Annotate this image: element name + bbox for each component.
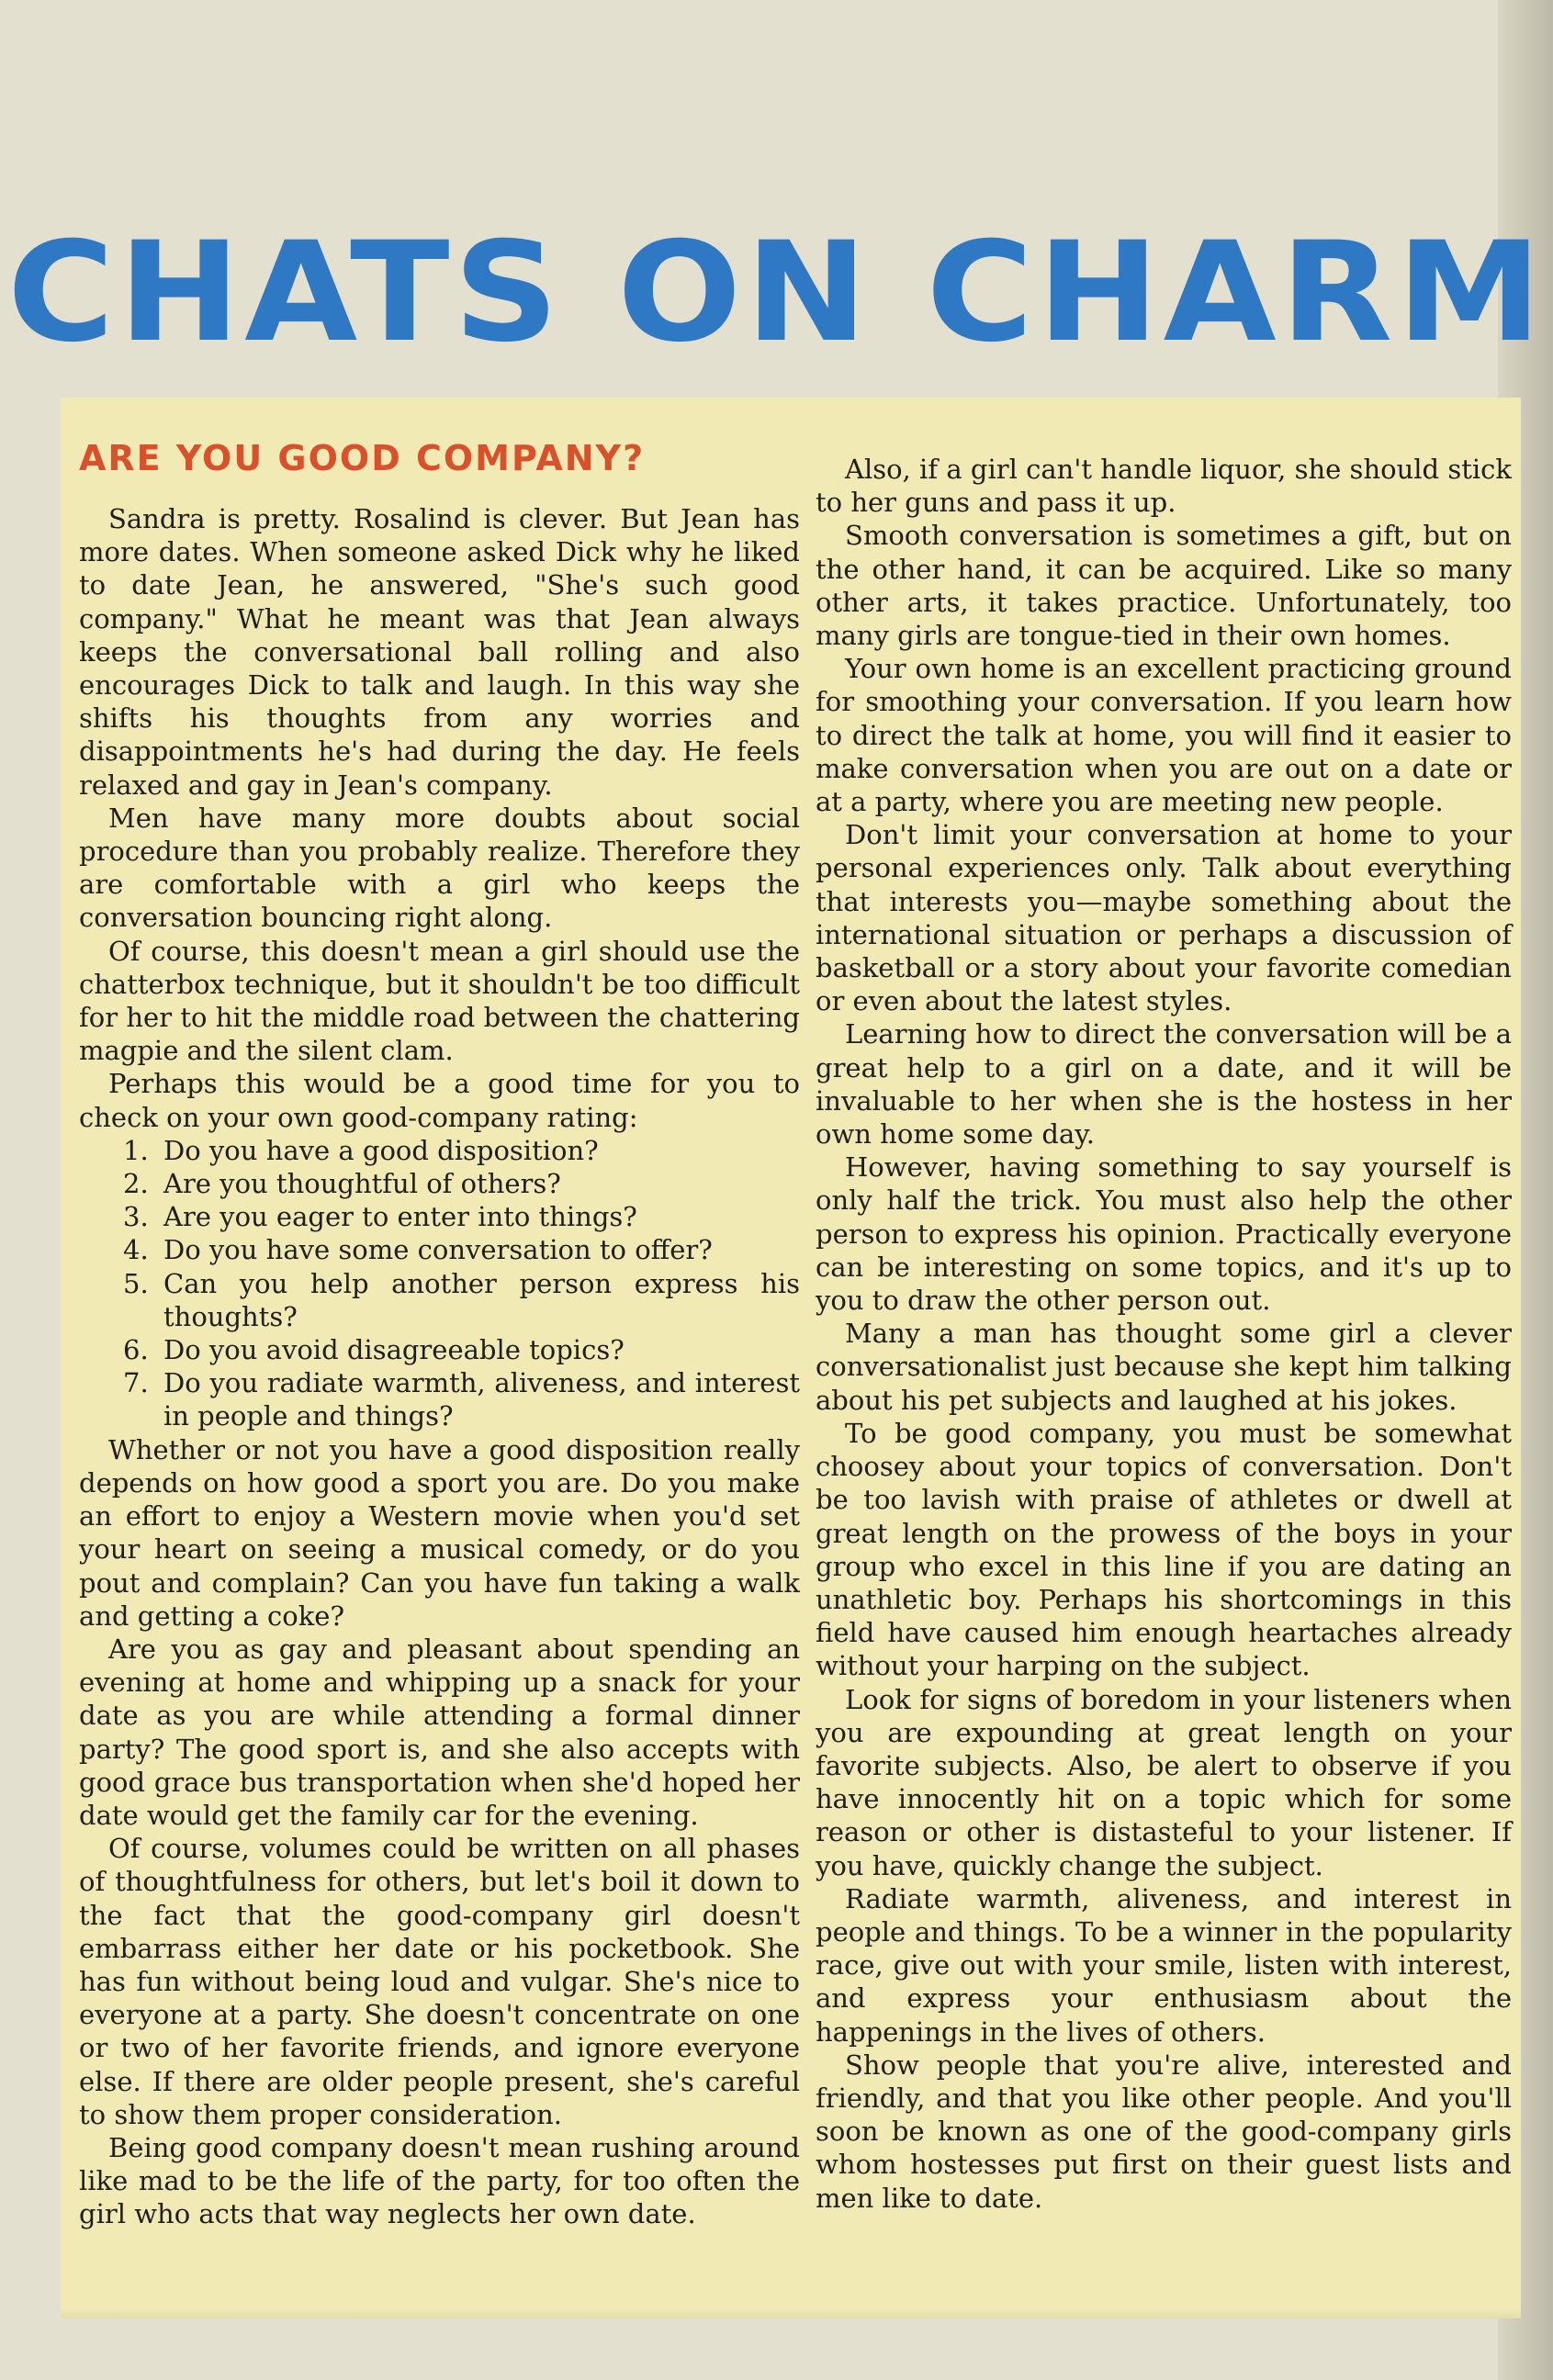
- paragraph: Of course, this doesn't mean a girl should use the chatterbox technique, but it shouldn't be too difficult for her to hit the middle road between the chattering magpie and the silent clam.: [79, 935, 800, 1067]
- paragraph: Also, if a girl can't handle liquor, she should stick to her guns and pass it up.: [816, 454, 1512, 519]
- list-item: 3. Are you eager to enter into things?: [123, 1201, 637, 1233]
- paragraph: Don't limit your conversation at home to your personal experiences only. Talk about everything that interests you—maybe something about the international situation or perhaps a discussion of basketball or a story about your favorite comedian or even about the latest styles.: [816, 819, 1512, 1017]
- paragraph: Show people that you're alive, interested and friendly, and that you like other people. And you'll soon be known as one of the good-company girls whom hostesses put first on their guest lists and men like to date.: [816, 2049, 1512, 2214]
- paragraph: Look for signs of boredom in your listeners when you are expounding at great length on your favorite subjects. Also, be alert to observe if you have innocently hit on a topic which for some reason or other is distasteful to your listener. If you have, quickly change the subject.: [816, 1683, 1512, 1881]
- list-item: 7. Do you radiate warmth, aliveness, and interest in people and things?: [123, 1367, 800, 1432]
- masthead-title: CHATS ON CHARM: [6, 213, 1547, 373]
- panel-bottom-shade: [61, 2307, 1521, 2318]
- right-column: [816, 398, 1512, 2215]
- paragraph: Radiate warmth, aliveness, and interest in people and things. To be a winner in the popularity race, give out with your smile, listen with interest, and express your enthusiasm about the happenings in the lives of others.: [816, 1882, 1512, 2048]
- paragraph: Being good company doesn't mean rushing around like mad to be the life of the party, for too often the girl who acts that way neglects her own date.: [79, 2131, 800, 2230]
- article-headline: ARE YOU GOOD COMPANY?: [79, 438, 646, 478]
- list-item: 6. Do you avoid disagreeable topics?: [123, 1334, 625, 1366]
- paragraph: Are you as gay and pleasant about spending an evening at home and whipping up a snack for your date as you are while attending a formal dinner party? The good sport is, and she also accepts with good grace bus transportation when she'd hoped her date would get the family car for the evening.: [79, 1633, 800, 1831]
- paragraph: Many a man has thought some girl a clever conversationalist just because she kept him talking about his pet subjects and laughed at his jokes.: [816, 1318, 1512, 1416]
- paragraph: Your own home is an excellent practicing ground for smoothing your conversation. If you learn how to direct the talk at home, you will find it easier to make conversation when you are out on a date or at a party, where you are meeting new people.: [816, 653, 1512, 818]
- article-panel: [61, 398, 1521, 2318]
- paragraph: However, having something to say yourself is only half the trick. You must also help the other person to express his opinion. Practically everyone can be interesting on some topics, and it's up to you to draw the other person out.: [816, 1151, 1512, 1317]
- paragraph: Sandra is pretty. Rosalind is clever. But Jean has more dates. When someone asked Dick why he liked to date Jean, he answered, "She's such good company." What he meant was that Jean always keeps the conversational ball rolling and also encourages Dick to talk and laugh. In this way she shifts his thoughts from any worries and disappointments he's had during the day. He feels relaxed and gay in Jean's company.: [79, 503, 800, 801]
- list-item: 2. Are you thoughtful of others?: [123, 1168, 561, 1200]
- paragraph: Learning how to direct the conversation will be a great help to a girl on a date, and it will be invaluable to her when she is the hostess in her own home some day.: [816, 1018, 1512, 1151]
- list-item: 5. Can you help another person express his thoughts?: [123, 1267, 800, 1332]
- left-column: [79, 398, 800, 2231]
- paragraph: Smooth conversation is sometimes a gift, but on the other hand, it can be acquired. Like so many other arts, it takes practice. Unfortunately, too many girls are tongue-tied in their own homes.: [816, 520, 1512, 652]
- paragraph: Men have many more doubts about social procedure than you probably realize. Therefore they are comfortable with a girl who keeps the conversation bouncing right along.: [79, 802, 800, 934]
- paragraph: Whether or not you have a good disposition really depends on how good a sport you are. Do you make an effort to enjoy a Western movie when you'd set your heart on seeing a musical comedy, or do you pout and complain? Can you have fun taking a walk and getting a coke?: [79, 1433, 800, 1632]
- rating-checklist: [79, 1134, 800, 1433]
- list-item: 4. Do you have some conversation to offer?: [123, 1234, 713, 1266]
- paragraph: To be good company, you must be somewhat choosey about your topics of conversation. Don't be too lavish with praise of athletes or dwell at great length on the prowess of the boys in your group who excel in this line if you are dating an unathletic boy. Perhaps his shortcomings in this field have caused him enough heartaches already without your harping on the subject.: [816, 1417, 1512, 1682]
- paragraph: Perhaps this would be a good time for you to check on your own good-company rating:: [79, 1068, 800, 1133]
- paragraph: Of course, volumes could be written on all phases of thoughtfulness for others, but let's boil it down to the fact that the good-company girl doesn't embarrass either her date or his pocketbook. She has fun without being loud and vulgar. She's nice to everyone at a party. She doesn't concentrate on one or two of her favorite friends, and ignore everyone else. If there are older people present, she's careful to show them proper consideration.: [79, 1833, 800, 2130]
- list-item: 1. Do you have a good disposition?: [123, 1134, 599, 1166]
